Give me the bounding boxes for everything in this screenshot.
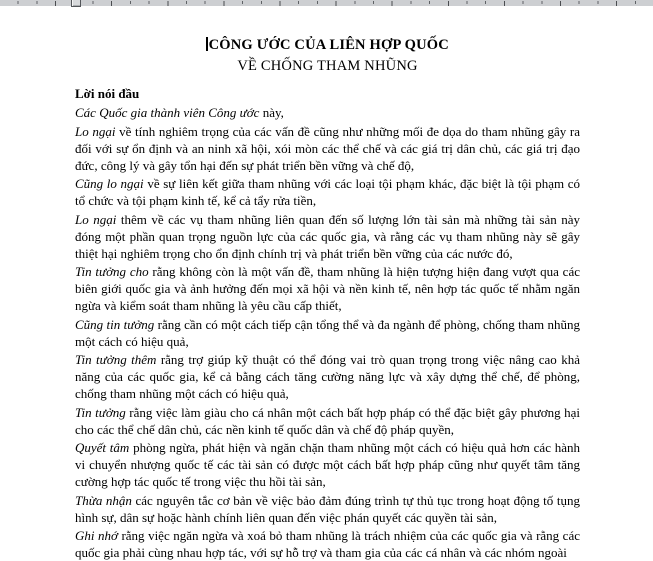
title-line-1 [75,35,580,56]
ruler-major-tick-marks [0,1,653,6]
paragraph-text: rằng việc ngăn ngừa và xoá bỏ tham nhũng là trách nhiệm của các quốc gia và rằng các quốc gia phải cùng nhau hợp tác, với sự hỗ trợ và tham gia của các cá nhân và các nhóm ngoài [75,528,580,560]
paragraph-lead-italic: Cũng tin tưởng [75,316,155,332]
paragraph-lead-italic: Ghi nhớ [75,528,118,543]
paragraph-lead-italic: Quyết tâm [75,440,130,455]
paragraph-lead-italic: Thừa nhận [75,492,132,508]
document-title [75,35,580,77]
preamble-paragraph [75,439,580,490]
paragraph-text: rằng việc làm giàu cho cá nhân một cách bất hợp pháp có thể đặc biệt gây phương hại cho các thể chế dân chủ, các nền kinh tế quốc dân và chế độ pháp quyền, [75,404,580,437]
paragraph-lead-italic: Lo ngại [75,123,116,139]
paragraph-lead-italic: Tin tưởng cho [75,264,149,279]
preamble-paragraph [75,175,580,209]
paragraph-text: thêm về các vụ tham nhũng liên quan đến số lượng lớn tài sản mà những tài sản này đóng một phần quan trọng nguồn lực của các quốc gia, và rằng các vụ tham nhũng này sẽ gây thiệt hại nghiêm trọng cho ổn định chính trị và phát triển bền vững của các nước đó, [75,211,581,261]
horizontal-ruler[interactable] [0,0,653,7]
paragraph-text: rằng không còn là một vấn đề, tham nhũng là hiện tượng hiện đang vượt qua các biên giới quốc gia và ảnh hưởng đến mọi xã hội và nền kinh tế, nên hợp tác quốc tế nhằm ngăn ngừa và kiểm soát tham nhũng là yêu cầu cấp thiết, [75,264,580,313]
preamble-paragraph [75,316,580,350]
preamble-paragraph [75,492,580,526]
section-heading: Lời nói đầu [75,86,140,101]
preamble-paragraph [75,104,580,121]
paragraph-text: về tính nghiêm trọng của các vấn đề cũng như những mối đe dọa do tham nhũng gây ra đối với sự ổn định và an ninh xã hội, xói mòn các thể chế và các giá trị dân chủ, các giá trị đạo đức, công lý và gây tổn hại đến sự phát triển bền vững và chế độ, [75,123,580,173]
preamble-paragraph [75,211,580,262]
text-cursor [206,37,208,51]
preamble-paragraph [75,527,580,561]
preamble-paragraph [75,404,580,438]
preamble-paragraphs [75,104,580,561]
paragraph-lead-italic: Tin tưởng thêm [75,352,157,367]
paragraph-text: này, [259,105,284,120]
paragraph-lead-italic: Tin tưởng [75,404,126,420]
title-line-2: VỀ CHỐNG THAM NHŨNG [237,58,418,74]
paragraph-text: rằng cần có một cách tiếp cận tổng thể và đa ngành để phòng, chống tham nhũng một cách có hiệu quả, [75,316,580,349]
preamble-paragraph [75,351,580,402]
paragraph-text: phòng ngừa, phát hiện và ngăn chặn tham nhũng một cách có hiệu quả hơn các hành vi chuyển nhượng quốc tế các tài sản có được một cách bất hợp pháp cũng như quyết tâm tăng cường hợp tác quốc tế trong việc thu hồi tài sản, [75,440,580,489]
paragraph-lead-italic: Lo ngại [75,211,117,227]
paragraph-lead-italic: Các Quốc gia thành viên Công ước [75,105,260,120]
preamble-paragraph [75,123,580,174]
paragraph-lead-italic: Cũng lo ngại [75,176,144,191]
preamble-paragraph [75,263,580,314]
paragraph-text: các nguyên tắc cơ bản về việc bảo đảm đúng trình tự thủ tục trong hoạt động tố tụng hình sự, dân sự hoặc hành chính liên quan đến việc phán quyết các quyền tài sản, [75,492,580,525]
paragraph-text: về sự liên kết giữa tham nhũng với các loại tội phạm khác, đặc biệt là tội phạm có tổ chức và tội phạm kinh tế, kể cả tẩy rửa tiền, [75,176,580,208]
paragraph-text: rằng trợ giúp kỹ thuật có thể đóng vai trò quan trọng trong việc nâng cao khả năng của các quốc gia, kể cả bằng cách tăng cường năng lực và xây dựng thể chế, để phòng, chống tham nhũng một cách có hiệu quả, [75,352,580,401]
title-line-1-text: CÔNG ƯỚC CỦA LIÊN HỢP QUỐC [208,37,449,53]
indent-marker-icon[interactable] [71,0,81,7]
document-page[interactable] [0,7,653,561]
